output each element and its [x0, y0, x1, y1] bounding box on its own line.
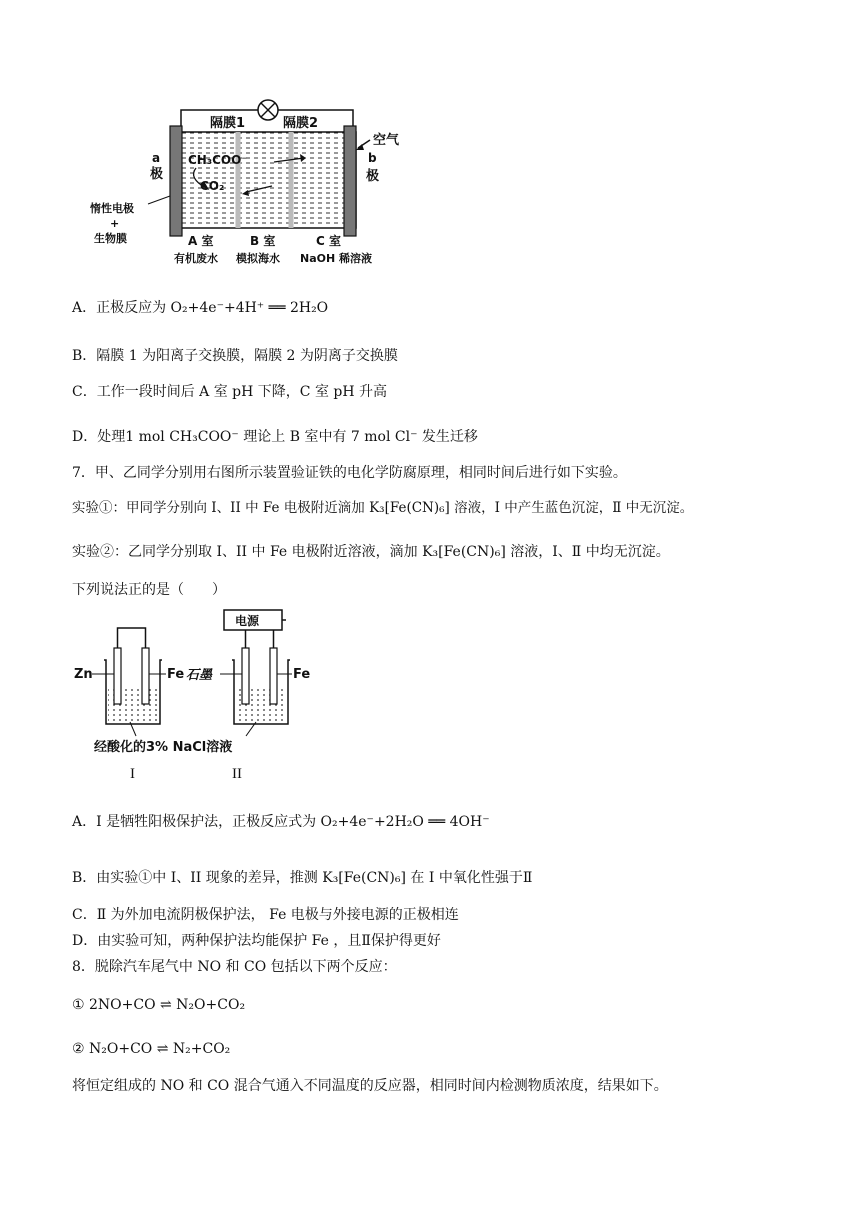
room-b-label: B 室	[250, 234, 276, 248]
beaker-ii-label: II	[232, 766, 242, 782]
electrode-b	[344, 126, 356, 236]
co2-label: CO₂	[200, 179, 225, 193]
air-label: 空气	[373, 133, 400, 148]
zn-electrode	[114, 648, 121, 704]
q6-option-c: C．工作一段时间后 A 室 pH 下降，C 室 pH 升高	[72, 384, 388, 400]
q8-stem: 8．脱除汽车尾气中 NO 和 CO 包括以下两个反应：	[72, 959, 397, 975]
room-b-sub: 模拟海水	[236, 252, 280, 265]
graphite-electrode	[242, 648, 249, 704]
q6-option-b: B．隔膜 1 为阳离子交换膜，隔膜 2 为阴离子交换膜	[72, 348, 398, 364]
fuel-cell-diagram	[78, 96, 418, 272]
membrane2-label: 隔膜2	[283, 116, 319, 131]
electrode-b-letter: b	[368, 151, 377, 165]
q7-option-a: A．I 是牺牲阳极保护法，正极反应式为 O₂+4e⁻+2H₂O ══ 4OH⁻	[72, 814, 490, 830]
electrode-b-char: 极	[366, 169, 380, 184]
q8-text: 将恒定组成的 NO 和 CO 混合气通入不同温度的反应器，相同时间内检测物质浓度，结果如下。	[72, 1078, 668, 1094]
beaker-i-label: I	[130, 766, 135, 782]
q7-option-d: D．由实验可知，两种保护法均能保护 Fe ，且Ⅱ保护得更好	[72, 933, 441, 949]
q8-reaction-1: ① 2NO+CO ⇌ N₂O+CO₂	[72, 997, 246, 1013]
q7-question: 下列说法正的是（ ）	[72, 582, 226, 598]
corrosion-diagram	[70, 608, 330, 760]
solution-label: 经酸化的3% NaCl溶液	[94, 740, 233, 755]
q6-option-d: D．处理1 mol CH₃COO⁻ 理论上 B 室中有 7 mol Cl⁻ 发生迁移	[72, 429, 478, 445]
acetate-label: CH₃COO⁻	[188, 153, 248, 167]
power-label: 电源	[235, 614, 260, 628]
q7-stem: 7．甲、乙同学分别用右图所示装置验证铁的电化学防腐原理，相同时间后进行如下实验。	[72, 465, 627, 481]
room-c-label: C 室	[316, 234, 341, 248]
fe-electrode-ii	[270, 648, 277, 704]
room-a-sub: 有机废水	[174, 252, 218, 265]
fe-label-ii: Fe	[293, 667, 311, 682]
left-note-3: 生物膜	[94, 232, 127, 245]
q7-experiment-1: 实验①：甲同学分别向 I、II 中 Fe 电极附近滴加 K₃[Fe(CN)₆] 溶液，I 中产生蓝色沉淀，Ⅱ 中无沉淀。	[72, 500, 694, 516]
q6-option-a: A．正极反应为 O₂+4e⁻+4H⁺ ══ 2H₂O	[72, 300, 329, 316]
corrosion-figure	[70, 608, 330, 760]
q7-option-c: C．Ⅱ 为外加电流阴极保护法， Fe 电极与外接电源的正极相连	[72, 907, 459, 923]
electrode-a-char: 极	[150, 167, 164, 182]
electrode-a-letter: a	[152, 151, 161, 165]
q7-experiment-2: 实验②：乙同学分别取 I、II 中 Fe 电极附近溶液，滴加 K₃[Fe(CN)₆] 溶液，I、Ⅱ 中均无沉淀。	[72, 544, 670, 560]
fe-label-i: Fe	[167, 667, 185, 682]
electrode-a	[170, 126, 182, 236]
fuel-cell-figure	[78, 96, 418, 272]
left-note-1: 惰性电极	[90, 202, 134, 215]
room-c-sub: NaOH 稀溶液	[300, 252, 373, 265]
graphite-label: 石墨	[186, 668, 213, 683]
left-note-2: +	[110, 217, 120, 230]
membrane1-label: 隔膜1	[210, 116, 246, 131]
q8-reaction-2: ② N₂O+CO ⇌ N₂+CO₂	[72, 1041, 231, 1057]
q7-option-b: B．由实验①中 I、II 现象的差异，推测 K₃[Fe(CN)₆] 在 I 中氧化性强于Ⅱ	[72, 870, 533, 886]
room-a-label: A 室	[188, 234, 214, 248]
fe-electrode-i	[142, 648, 149, 704]
zn-label: Zn	[74, 667, 93, 682]
